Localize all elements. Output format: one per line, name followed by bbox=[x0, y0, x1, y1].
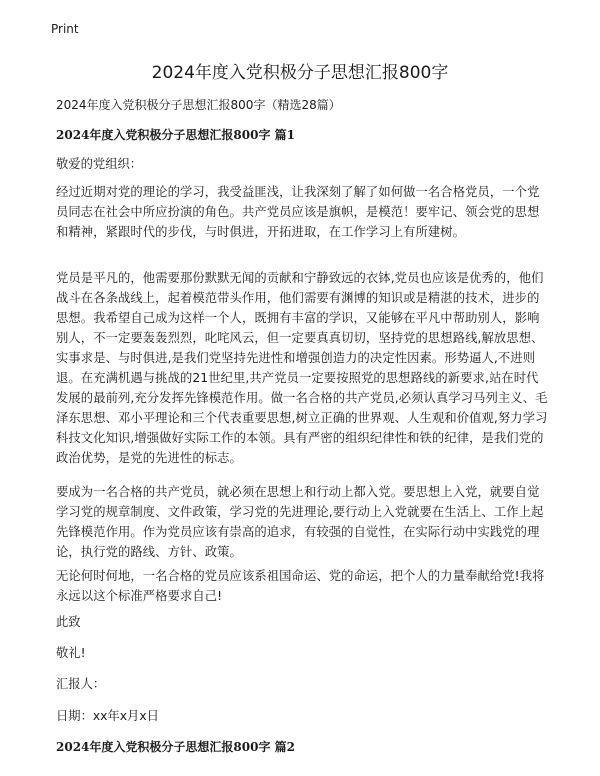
document-subtitle: 2024年度入党积极分子思想汇报800字（精选28篇） bbox=[56, 98, 341, 112]
paragraph-2: 党员是平凡的，他需要那份默默无闻的贡献和宁静致远的衣钵,党员也应该是优秀的，他们战斗在各条战线上，起着模范带头作用，他们需要有渊博的知识或是精湛的技术，进步的思想。我希望自己成为这样一个人，既拥有丰富的学识，又能够在平凡中帮助别人，影响别人，不一定要轰轰烈烈，叱咤风云，但一定要真真切切，坚持党的思想路线,解放思想、实事求是、与时俱进,是我们党坚持先进性和增强创造力的决定性因素。形势逼人,不进则退。在充满机遇与挑战的21世纪里,共产党员一定要按照党的思想路线的新要求,站在时代发展的最前列,充分发挥先锋模范作用。做一名合格的共产党员,必须认真学习马列主义、毛泽东思想、邓小平理论和三个代表重要思想,树立正确的世界观、人生观和价值观,努力学习科技文化知识,增强做好实际工作的本领。具有严密的组织纪律性和铁的纪律，是我们党的政治优势，是党的先进性的标志。 bbox=[56, 271, 548, 465]
reporter-line: 汇报人： bbox=[56, 677, 106, 691]
date-line: 日期：xx年x月x日 bbox=[56, 709, 159, 723]
section-heading-1: 2024年度入党积极分子思想汇报800字 篇1 bbox=[56, 128, 295, 142]
salute-line: 敬礼! bbox=[56, 646, 86, 660]
greeting-line: 敬爱的党组织： bbox=[56, 157, 143, 171]
paragraph-4: 无论何时何地，一名合格的党员应该系祖国命运、党的命运，把个人的力量奉献给党!我将永远以这个标准严格要求自己! bbox=[56, 569, 545, 603]
section-heading-2: 2024年度入党积极分子思想汇报800字 篇2 bbox=[56, 740, 295, 754]
paragraph-3: 要成为一名合格的共产党员，就必须在思想上和行动上都入党。要思想上入党，就要自觉学习党的规章制度、文件政策，学习党的先进理论,要行动上入党就要在生活上、工作上起先锋模范作用。作为党员应该有崇高的追求，有较强的自觉性，在实际行动中实践党的理论，执行党的路线、方针、政策。 bbox=[56, 485, 544, 559]
document-title: 2024年度入党积极分子思想汇报800字 bbox=[151, 63, 449, 83]
print-link[interactable]: Print bbox=[51, 22, 79, 36]
closing-line: 此致 bbox=[56, 615, 81, 629]
paragraph-1: 经过近期对党的理论的学习，我受益匪浅，让我深刻了解了如何做一名合格党员，一个党员同志在社会中所应扮演的角色。共产党员应该是旗帜，是模范！要牢记、领会党的思想和精神，紧跟时代的步伐，与时俱进，开拓进取，在工作学习上有所建树。 bbox=[56, 185, 540, 239]
